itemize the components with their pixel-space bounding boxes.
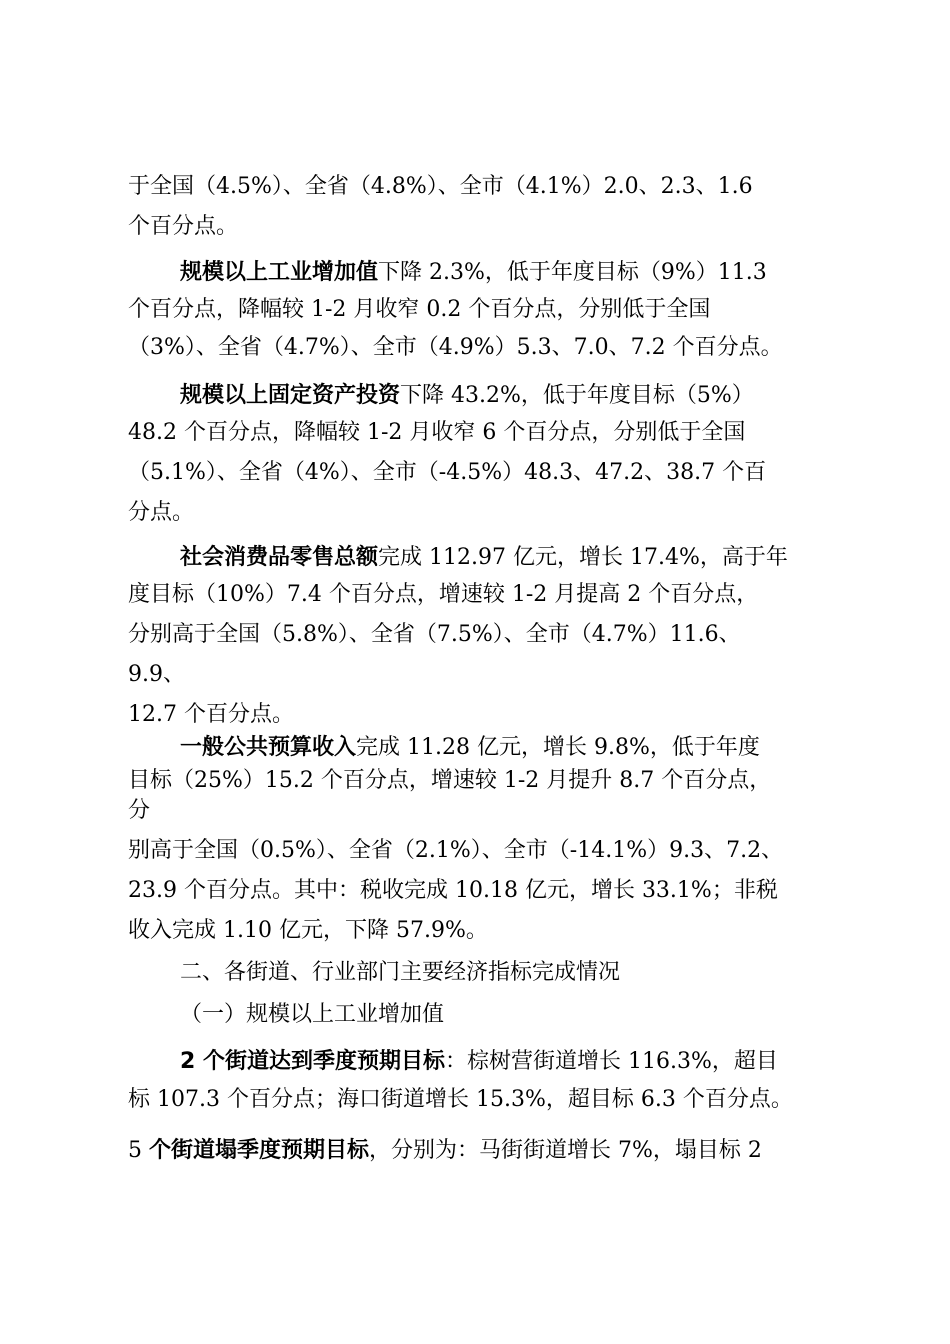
paragraph-industrial-value bbox=[180, 258, 860, 288]
text-line: 收入完成 1.10 亿元，下降 57.9%。 bbox=[128, 918, 488, 943]
text-line: 别高于全国（0.5%）、全省（2.1%）、全市（-14.1%）9.3、7.2、 bbox=[128, 838, 784, 863]
text-line: 度目标（10%）7.4 个百分点，增速较 1-2 月提高 2 个百分点， bbox=[128, 582, 759, 607]
text-run: 5 bbox=[128, 1138, 149, 1163]
text-line: （3%）、全省（4.7%）、全市（4.9%）5.3、7.0、7.2 个百分点。 bbox=[128, 335, 783, 360]
text-line: 23.9 个百分点。其中：税收完成 10.18 亿元，增长 33.1%；非税 bbox=[128, 878, 778, 903]
text-line: 目标（25%）15.2 个百分点，增速较 1-2 月提升 8.7 个百分点， bbox=[128, 768, 772, 793]
text-run: 下降 43.2%，低于年度目标（5%） bbox=[400, 383, 754, 408]
text-line: 标 107.3 个百分点；海口街道增长 15.3%，超目标 6.3 个百分点。 bbox=[128, 1087, 793, 1112]
text-run: 下降 2.3%，低于年度目标（9%）11.3 bbox=[378, 260, 767, 285]
text-line: （5.1%）、全省（4%）、全市（-4.5%）48.3、47.2、38.7 个百 bbox=[128, 460, 767, 485]
text-run: ：棕树营街道增长 116.3%，超目 bbox=[444, 1049, 778, 1074]
bold-heading: 规模以上工业增加值 bbox=[180, 260, 379, 285]
paragraph-retail-sales bbox=[180, 543, 860, 573]
bold-heading: 一般公共预算收入 bbox=[180, 735, 357, 760]
subsection-heading: （一）规模以上工业增加值 bbox=[180, 1002, 445, 1027]
bold-heading: 规模以上固定资产投资 bbox=[180, 383, 401, 408]
text-line: 个百分点。 bbox=[128, 214, 239, 239]
text-line: 于全国（4.5%）、全省（4.8%）、全市（4.1%）2.0、2.3、1.6 bbox=[128, 174, 753, 199]
paragraph-streets-missed bbox=[128, 1136, 858, 1166]
section-heading: 二、各街道、行业部门主要经济指标完成情况 bbox=[180, 960, 621, 985]
text-line: 个百分点，降幅较 1-2 月收窄 0.2 个百分点，分别低于全国 bbox=[128, 297, 711, 322]
text-line: 12.7 个百分点。 bbox=[128, 702, 294, 727]
text-run: 完成 11.28 亿元，增长 9.8%，低于年度 bbox=[356, 735, 760, 760]
bold-heading: 2 个街道达到季度预期目标 bbox=[180, 1049, 445, 1074]
text-line: 分 bbox=[128, 798, 151, 823]
paragraph-budget-revenue bbox=[180, 733, 860, 763]
text-line: 9.9、 bbox=[128, 662, 185, 687]
text-line: 48.2 个百分点，降幅较 1-2 月收窄 6 个百分点，分别低于全国 bbox=[128, 420, 746, 445]
text-line: 分别高于全国（5.8%）、全省（7.5%）、全市（4.7%）11.6、 bbox=[128, 622, 741, 647]
paragraph-streets-met bbox=[180, 1047, 860, 1077]
text-line: 分点。 bbox=[128, 500, 195, 525]
bold-heading: 社会消费品零售总额 bbox=[180, 545, 379, 570]
text-run: ，分别为：马街街道增长 7%，塌目标 2 bbox=[369, 1138, 762, 1163]
text-run: 完成 112.97 亿元，增长 17.4%，高于年 bbox=[378, 545, 788, 570]
bold-heading: 个街道塌季度预期目标 bbox=[149, 1138, 370, 1163]
paragraph-fixed-investment bbox=[180, 381, 860, 411]
